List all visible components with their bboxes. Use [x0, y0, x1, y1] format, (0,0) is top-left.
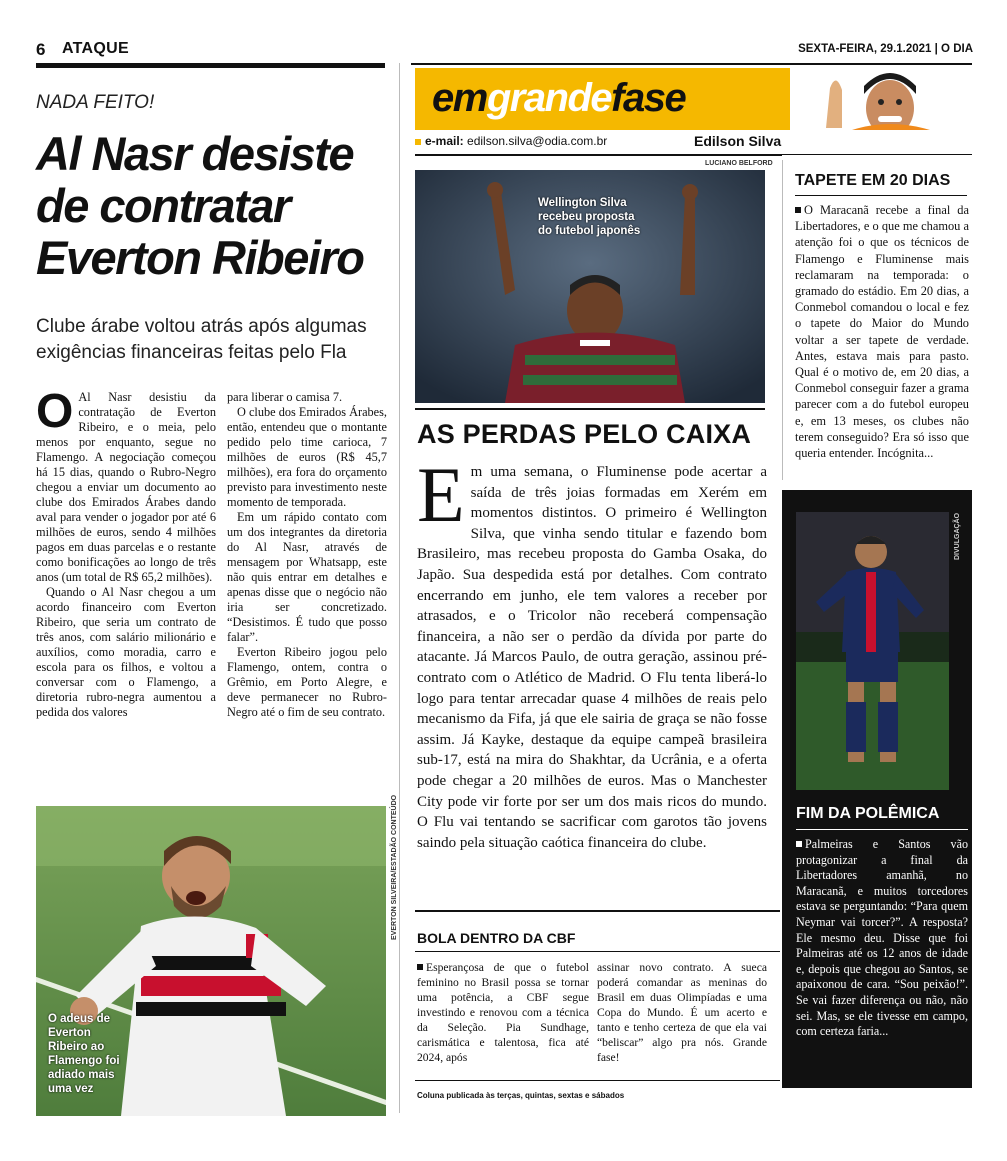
everton-photo-caption: O adeus de Everton Ribeiro ao Flamengo foi adiado mais uma vez: [48, 1013, 120, 1095]
page-number: 6: [36, 40, 46, 59]
bola-column-1: [417, 960, 589, 1065]
wellington-photo-caption: Wellington Silva recebeu proposta do futebol japonês: [538, 197, 641, 237]
dateline: SEXTA-FEIRA, 29.1.2021 | O DIA: [798, 43, 973, 55]
square-bullet-icon: [796, 841, 802, 847]
email-row: [415, 134, 607, 148]
story-column-1: [36, 385, 216, 720]
column-divider: [399, 63, 400, 1113]
header-rule-right: [411, 63, 972, 65]
headline: Al Nasr desiste de contratar Everton Ribeiro: [36, 127, 364, 284]
publication-note: Coluna publicada às terças, quintas, sextas e sábados: [417, 1091, 625, 1100]
deck: Clube árabe voltou atrás após algumas exigências financeiras feitas pelo Fla: [36, 316, 367, 363]
tapete-heading: TAPETE EM 20 DIAS: [795, 172, 951, 189]
columnist-portrait: [790, 68, 972, 130]
story-paragraph: O clube dos Emirados Árabes, então, entendeu que o montante pedido pelo time carioca, 7 milhões de euros (R$ 45,7 milhões), era fora do orçamento previsto para investimento neste momento de temporada.: [227, 405, 387, 509]
dropcap: O: [36, 385, 74, 438]
bola-dentro-heading: BOLA DENTRO DA CBF: [417, 930, 576, 946]
footer-rule: [415, 1080, 780, 1081]
story-paragraph: Al Nasr desistiu da contratação de Everton Ribeiro, e o meia, pelo menos por enquanto, segue no Flamengo. A negociação começou há 15 dias, quando o Rubro-Negro chegou a enviar um documento ao clube dos Emirados Árabes dando aval para vender o jogador por até 6 milhões de euros, sendo 4 milhões pagos em duas parcelas e o restante como bonificações ao longo de três anos (um total de R$ 65,2 milhões).: [36, 390, 216, 584]
kicker: NADA FEITO!: [36, 92, 155, 113]
main-column-body: m uma semana, o Fluminense pode acertar a saída de três joias formadas em Xerém em momentos distintos. O primeiro é Wellington Silva, que vinha sendo titular e fazendo bom Brasileiro, mas recebeu proposta do Gamba Osaka, do Japão. Sua despedida está por detalhes. Com contrato encerrando em junho, ele tem valores a receber por atrasados, e o Tricolor não receberá compensação financeira, a não ser o perdão da dívida por parte do atacante. Já Marcos Paulo, de outra geração, assinou pré-contrato com o Atlético de Madrid. O Flu tenta liberá-lo logo para tentar arrecadar quase 4 milhões de reais pelo mecanismo da Fifa, já que ele sairia de graça se não fosse assim. Já Kayke, destaque da equipe campeã brasileira sub-17, está na mira do Shakhtar, da Ucrânia, e a oferta pode chegar a 20 milhões de euros. Mas o Manchester City pode vir forte por ser um dos mais ricos do mundo. O Flu vai tentando se sacrificar com garotos tão jovens saindo pela situação caótica financeira do clube.: [417, 464, 767, 851]
story-paragraph: para liberar o camisa 7.: [227, 390, 343, 404]
main-column-text: [417, 451, 767, 853]
fim-heading: FIM DA POLÊMICA: [796, 805, 940, 822]
story-paragraph: Everton Ribeiro jogou pelo Flamengo, ontem, contra o Grêmio, em Porto Alegre, e deve permanecer no Rubro-Negro até o fim de seu contrato.: [227, 645, 387, 719]
story-paragraph: Quando o Al Nasr chegou a um acordo financeiro com Everton Ribeiro, que seria um contrato de três anos, com salário milionário e auxílios, como moradia, carro e escola para os filhos, e voltou a conversar com o Flamengo, a diretoria rubro-negra aumentou a pedida dos valores: [36, 585, 216, 719]
fim-rule: [796, 829, 968, 830]
columnist-name: Edilson Silva: [694, 133, 782, 149]
bola-rule: [415, 951, 780, 952]
everton-photo-credit: EVERTON SILVEIRA/ESTADÃO CONTEÚDO: [391, 794, 398, 940]
story-column-2: [227, 390, 387, 720]
header-rule-left: [36, 63, 385, 68]
right-rule: [780, 154, 972, 155]
bola-text: assinar novo contrato. A sueca poderá comandar as meninas do Brasil em duas Olimpíadas e uma Copa do Mundo. É um acerto e tanto e tenho certeza de que ela vai “beliscar” algo pra nós. Grande fase!: [597, 961, 767, 1064]
wellington-photo-credit: LUCIANO BELFORD: [705, 160, 773, 167]
email-address[interactable]: edilson.silva@odia.com.br: [467, 134, 608, 148]
square-bullet-icon: [415, 139, 421, 145]
right-column-divider: [782, 160, 783, 480]
neymar-photo: [796, 512, 949, 790]
fim-text: [796, 837, 968, 1040]
tapete-text: [795, 202, 969, 461]
bola-text: Esperançosa de que o futebol feminino no Brasil possa se tornar uma potência, a CBF segue investindo e renovou com a técnica da Seleção. Pia Sundhage, carismática e talentosa, fica até 2024, após: [417, 961, 589, 1064]
tapete-rule: [795, 195, 967, 196]
neymar-photo-credit: DIVULGAÇÃO: [954, 512, 961, 560]
section-rule: [415, 910, 780, 912]
bola-column-2: [597, 960, 767, 1065]
column-title-part: em: [432, 76, 487, 120]
main-headline: AS PERDAS PELO CAIXA: [417, 419, 752, 449]
column-title: [432, 76, 685, 121]
headline-rule: [415, 408, 765, 410]
column-title-part: grande: [486, 76, 612, 120]
fim-body: Palmeiras e Santos vão protagonizar a final da Libertadores amanhã, no Maracanã, e muitos torcedores estava se perguntando: “Para quem Neymar vai torcer?”. A resposta? Ele mesmo deu. Disse que foi Palmeiras até os 12 anos de idade e, depois que chegou ao Santos, se apaixonou de cara. “Sou peixão!”. Se vai fazer diferença ou não, não sei. Mas, se ele tivesse em campo, com certeza faria...: [796, 837, 968, 1039]
dropcap: E: [417, 451, 465, 538]
email-label: e-mail:: [425, 134, 464, 148]
square-bullet-icon: [795, 207, 801, 213]
story-paragraph: Em um rápido contato com um dos integrantes da diretoria do Al Nasr, através de mensagem por Whatsapp, este não quis entrar em detalhes e apenas disse que o negócio não iria ser concretizado. “Desistimos. É tudo que posso falar”.: [227, 510, 387, 644]
column-title-part: fase: [611, 76, 686, 120]
section-label: ATAQUE: [62, 40, 129, 57]
square-bullet-icon: [417, 964, 423, 970]
banner-rule: [415, 154, 782, 156]
tapete-body: O Maracanã recebe a final da Libertadores, e o que me chamou a atenção foi o que os técnicos de Flamengo e Fluminense mais reclamaram na temporada: o gramado do estádio. Em 20 dias, a Conmebol comandou o local e fez o tapete do Maior do Mundo voltar a ser tapete de verdade. Antes, estava mais para pasto. Qual é o motivo de, em 20 dias, a Conmebol conseguir fazer a grama parecer com a do futebol europeu e, em 13 meses, os clubes não terem conseguido? Era só isso que queria entender. Incógnita...: [795, 203, 969, 461]
